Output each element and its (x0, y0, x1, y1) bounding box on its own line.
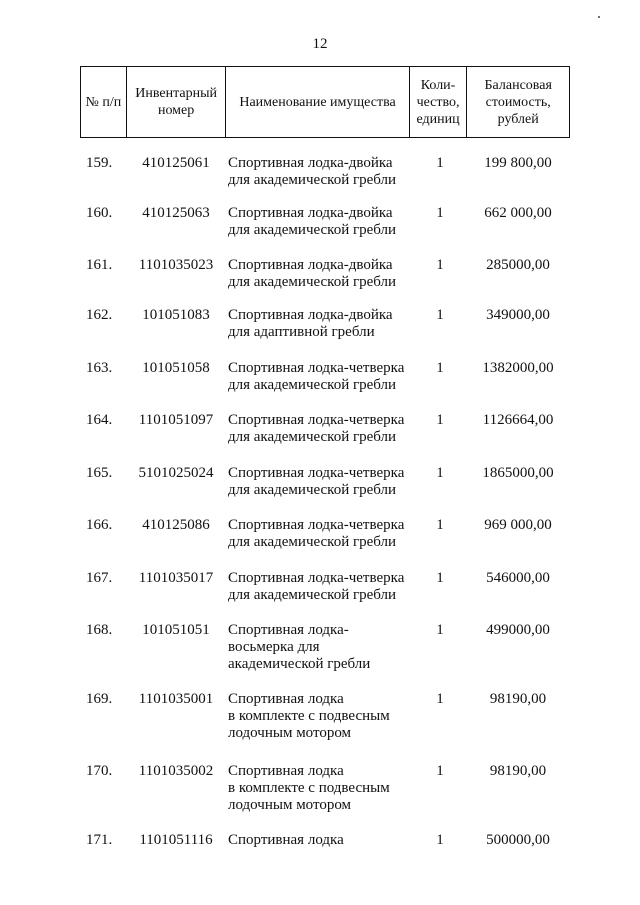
table-header (80, 66, 570, 138)
row-property-name-line: Спортивная лодка-четверка (228, 465, 405, 481)
row-balance-cost: 1382000,00 (482, 360, 554, 376)
row-balance-cost: 98190,00 (489, 763, 547, 779)
row-number: 163. (86, 360, 113, 376)
row-property-name-line: Спортивная лодка-двойка (228, 205, 393, 221)
row-balance-cost: 546000,00 (486, 570, 550, 586)
row-property-name (228, 307, 414, 341)
row-balance-cost: 199 800,00 (484, 155, 552, 171)
row-property-name-line: Спортивная лодка (228, 832, 344, 848)
row-property-name-line: для академической гребли (228, 534, 397, 550)
row-number: 169. (86, 691, 113, 707)
row-inventory-number: 5101025024 (138, 465, 214, 481)
row-number: 162. (86, 307, 113, 323)
row-quantity: 1 (436, 517, 444, 533)
row-balance-cost: 98190,00 (489, 691, 547, 707)
header-col-cost: Балансовая стоимость, рублей (484, 77, 552, 127)
row-number: 161. (86, 257, 113, 273)
row-number: 170. (86, 763, 113, 779)
row-quantity: 1 (436, 360, 444, 376)
row-property-name (228, 465, 414, 499)
row-quantity: 1 (436, 307, 444, 323)
scan-speck (598, 16, 600, 18)
row-property-name-line: для академической гребли (228, 377, 397, 393)
row-property-name (228, 155, 414, 189)
row-property-name-line: восьмерка для (228, 639, 320, 655)
row-inventory-number: 1101035001 (138, 691, 214, 707)
row-inventory-number: 101051051 (142, 622, 210, 638)
row-number: 160. (86, 205, 113, 221)
row-property-name-line: Спортивная лодка- (228, 622, 349, 638)
row-property-name-line: Спортивная лодка (228, 691, 344, 707)
row-quantity: 1 (436, 412, 444, 428)
row-property-name-line: Спортивная лодка-четверка (228, 570, 405, 586)
row-property-name-line: Спортивная лодка-четверка (228, 412, 405, 428)
row-property-name-line: для академической гребли (228, 172, 397, 188)
row-number: 168. (86, 622, 113, 638)
row-balance-cost: 500000,00 (486, 832, 550, 848)
row-quantity: 1 (436, 570, 444, 586)
row-inventory-number: 101051083 (142, 307, 210, 323)
row-balance-cost: 969 000,00 (484, 517, 552, 533)
row-balance-cost: 285000,00 (486, 257, 550, 273)
row-property-name-line: лодочным мотором (228, 797, 352, 813)
row-property-name-line: Спортивная лодка-четверка (228, 360, 405, 376)
row-quantity: 1 (436, 763, 444, 779)
row-property-name-line: для академической гребли (228, 587, 397, 603)
row-property-name-line: Спортивная лодка (228, 763, 344, 779)
row-number: 171. (86, 832, 113, 848)
row-inventory-number: 101051058 (142, 360, 210, 376)
row-number: 165. (86, 465, 113, 481)
row-inventory-number: 1101051097 (138, 412, 214, 428)
row-property-name (228, 205, 414, 239)
row-balance-cost: 349000,00 (486, 307, 550, 323)
row-property-name-line: академической гребли (228, 656, 371, 672)
row-quantity: 1 (436, 205, 444, 221)
row-number: 166. (86, 517, 113, 533)
row-number: 164. (86, 412, 113, 428)
row-property-name-line: для адаптивной гребли (228, 324, 375, 340)
row-property-name (228, 517, 414, 551)
header-col-number: № п/п (81, 67, 127, 137)
row-property-name-line: в комплекте с подвесным (228, 780, 390, 796)
row-inventory-number: 1101051116 (139, 832, 213, 848)
row-property-name (228, 360, 414, 394)
row-inventory-number: 410125061 (142, 155, 210, 171)
row-property-name (228, 691, 414, 742)
row-inventory-number: 410125063 (142, 205, 210, 221)
row-property-name-line: Спортивная лодка-двойка (228, 155, 393, 171)
row-number: 159. (86, 155, 113, 171)
row-inventory-number: 1101035017 (138, 570, 214, 586)
row-inventory-number: 410125086 (142, 517, 210, 533)
row-quantity: 1 (436, 622, 444, 638)
row-property-name-line: Спортивная лодка-двойка (228, 307, 393, 323)
header-col-inventory: Инвентарный номер (127, 67, 227, 137)
row-property-name-line: в комплекте с подвесным (228, 708, 390, 724)
row-property-name-line: Спортивная лодка-двойка (228, 257, 393, 273)
row-property-name-line: лодочным мотором (228, 725, 352, 741)
row-property-name-line: для академической гребли (228, 429, 397, 445)
row-number: 167. (86, 570, 113, 586)
row-property-name-line: Спортивная лодка-четверка (228, 517, 405, 533)
row-property-name-line: для академической гребли (228, 222, 397, 238)
row-property-name (228, 622, 414, 673)
row-balance-cost: 499000,00 (486, 622, 550, 638)
row-quantity: 1 (436, 155, 444, 171)
row-property-name (228, 570, 414, 604)
row-quantity: 1 (436, 832, 444, 848)
row-balance-cost: 1126664,00 (482, 412, 554, 428)
header-col-name: Наименование имущества (226, 67, 409, 137)
row-balance-cost: 1865000,00 (482, 465, 554, 481)
row-inventory-number: 1101035002 (138, 763, 214, 779)
row-property-name (228, 412, 414, 446)
row-property-name (228, 763, 414, 814)
row-property-name (228, 257, 414, 291)
row-property-name-line: для академической гребли (228, 274, 397, 290)
row-property-name (228, 832, 414, 849)
row-quantity: 1 (436, 465, 444, 481)
row-inventory-number: 1101035023 (138, 257, 214, 273)
row-balance-cost: 662 000,00 (484, 205, 552, 221)
page-number: 12 (312, 36, 328, 52)
row-quantity: 1 (436, 257, 444, 273)
row-quantity: 1 (436, 691, 444, 707)
header-col-quantity: Коли-чество, единиц (410, 67, 468, 137)
row-property-name-line: для академической гребли (228, 482, 397, 498)
